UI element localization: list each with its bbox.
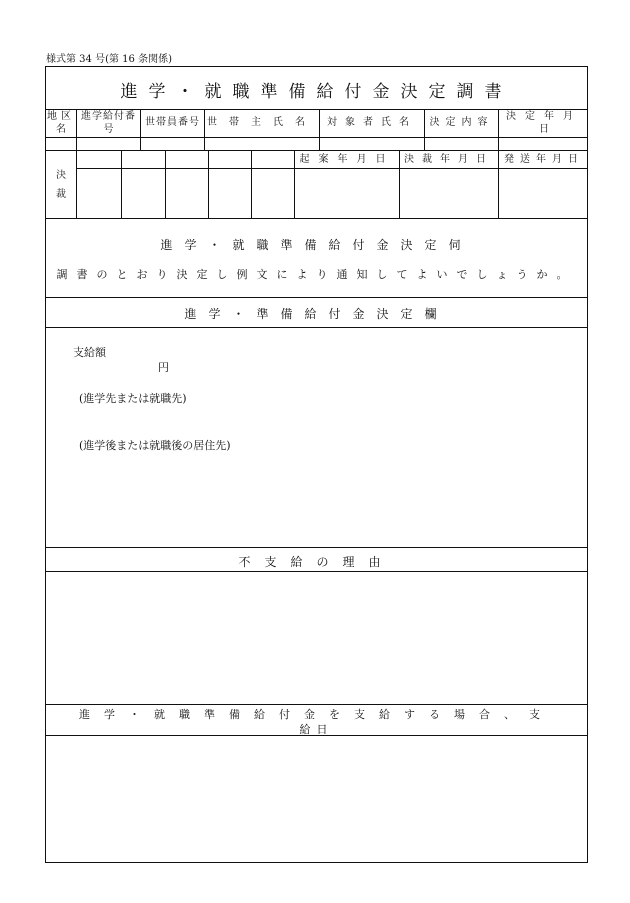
approval-label-line1: 決 — [56, 170, 66, 181]
form-number: 様式第 34 号(第 16 条関係) — [46, 54, 172, 65]
payment-date-title-line1: 進学・就職準備給付金を支給する場合、支 — [79, 708, 554, 721]
header-decision-content: 決定内容 — [429, 117, 494, 128]
form-title: 進学・就職準備給付金決定調書 — [120, 82, 513, 102]
header-area-line1: 地区 — [47, 111, 75, 122]
sent-date-label: 発送年月日 — [504, 154, 584, 165]
inquiry-title: 進学・就職準備給付金決定伺 — [160, 238, 473, 252]
header-area-line2: 名 — [56, 124, 66, 135]
header-recipient-no-line1: 進学給付番 — [81, 111, 136, 122]
header-household-no: 世帯員番号 — [145, 117, 200, 128]
decision-section-title: 進学・準備給付金決定欄 — [184, 307, 449, 321]
destination-label: (進学先または就職先) — [79, 392, 187, 405]
draft-date-label: 起案年月日 — [299, 154, 395, 165]
approved-date-label: 決裁年月日 — [404, 154, 494, 165]
header-target-name: 対象者氏名 — [327, 117, 417, 128]
header-householder-name: 世帯主氏名 — [207, 117, 317, 128]
inquiry-body: 調書のとおり決定し例文により通知してよいでしょうか。 — [56, 268, 577, 281]
payment-date-title-line2: 給日 — [299, 723, 334, 736]
form-frame — [45, 66, 588, 863]
header-decision-date-line1: 決定年月 — [506, 111, 582, 122]
yen-unit: 円 — [158, 361, 169, 374]
header-recipient-no-line2: 号 — [103, 124, 114, 135]
approval-label-line2: 裁 — [56, 189, 66, 200]
amount-label: 支給額 — [73, 346, 106, 359]
residence-label: (進学後または就職後の居住先) — [79, 439, 231, 452]
nonpayment-title: 不支給の理由 — [238, 555, 395, 569]
header-decision-date-line2: 日 — [539, 124, 549, 135]
